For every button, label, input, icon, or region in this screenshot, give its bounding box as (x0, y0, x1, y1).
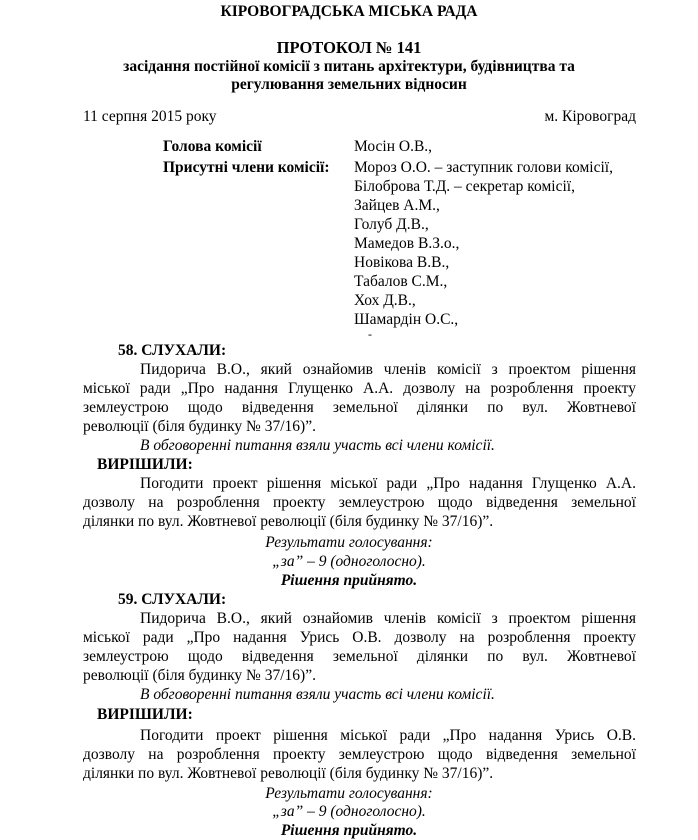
member-item: Мороз О.О. – заступник голови комісії, (354, 159, 613, 176)
member-item: Голуб Д.В., (354, 216, 429, 233)
member-item: Новікова В.В., (354, 254, 450, 271)
members-dash: - (368, 327, 372, 341)
item-58-heard-text: міської ради „Про надання Глущенко А.А. дозволу на розроблення проекту (83, 380, 636, 397)
protocol-city: м. Кіровоград (544, 108, 636, 125)
member-item: Білоброва Т.Д. – секретар комісії, (354, 178, 575, 195)
item-59-decided-text: дозволу на розроблення проекту землеустрою щодо відведення земельної (83, 746, 636, 763)
item-58-heard-text: землеустрою щодо відведення земельної ділянки по вул. Жовтневої (83, 399, 636, 416)
item-59-vote-title: Результати голосування: (265, 785, 433, 802)
member-item: Хох Д.В., (354, 292, 416, 309)
item-59-heard-text: землеустрою щодо відведення земельної ділянки по вул. Жовтневої (83, 648, 636, 665)
item-58-decided-text: дозволу на розроблення проекту землеустрою щодо відведення земельної (83, 494, 636, 511)
item-58-heard-label: 58. СЛУХАЛИ: (118, 342, 227, 359)
item-59-decided-text: Погодити проект рішення міської ради „Про надання Урись О.В. (140, 727, 636, 744)
member-item: Шамардін О.С., (354, 311, 459, 328)
item-58-decided-label: ВИРІШИЛИ: (97, 456, 193, 473)
item-59-heard-label: 59. СЛУХАЛИ: (118, 591, 227, 608)
item-59-heard-text: міської ради „Про надання Урись О.В. дозволу на розроблення проекту (83, 629, 636, 646)
item-58-discussion: В обговоренні питання взяли участь всі члени комісії. (140, 437, 495, 454)
member-item: Зайцев А.М., (354, 197, 440, 214)
council-name: КІРОВОГРАДСЬКА МІСЬКА РАДА (220, 3, 478, 20)
item-59-decision: Рішення прийнято. (280, 822, 418, 839)
item-59-heard-text: революції (біля будинку № 37/16)”. (83, 667, 316, 684)
item-58-decision: Рішення прийнято. (280, 572, 418, 589)
chair-name: Мосін О.В., (354, 138, 433, 155)
members-label: Присутні члени комісії: (163, 159, 330, 176)
item-58-vote-title: Результати голосування: (265, 534, 433, 551)
item-59-vote-result: „за” – 9 (одноголосно). (272, 803, 426, 820)
protocol-subtitle-line-2: регулювання земельних відносин (231, 76, 467, 93)
protocol-subtitle-line-1: засідання постійної комісії з питань архітектури, будівництва та (123, 58, 575, 75)
item-58-vote-result: „за” – 9 (одноголосно). (272, 553, 426, 570)
protocol-date: 11 серпня 2015 року (83, 108, 217, 125)
item-59-heard-text: Пидорича В.О., який ознайомив членів комісії з проектом рішення (140, 610, 636, 627)
item-58-heard-text: революції (біля будинку № 37/16)”. (83, 418, 316, 435)
item-59-decided-label: ВИРІШИЛИ: (97, 706, 193, 723)
protocol-title: ПРОТОКОЛ № 141 (276, 38, 422, 57)
chair-label: Голова комісії (163, 138, 262, 155)
member-item: Табалов С.М., (354, 273, 448, 290)
item-58-decided-text: Погодити проект рішення міської ради „Про надання Глущенко А.А. (140, 475, 636, 492)
member-item: Мамедов В.З.о., (354, 235, 460, 252)
item-59-discussion: В обговоренні питання взяли участь всі члени комісії. (140, 686, 495, 703)
item-58-heard-text: Пидорича В.О., який ознайомив членів комісії з проектом рішення (140, 361, 636, 378)
item-59-decided-text: ділянки по вул. Жовтневої революції (біля будинку № 37/16)”. (83, 765, 494, 782)
item-58-decided-text: ділянки по вул. Жовтневої революції (біля будинку № 37/16)”. (83, 513, 494, 530)
